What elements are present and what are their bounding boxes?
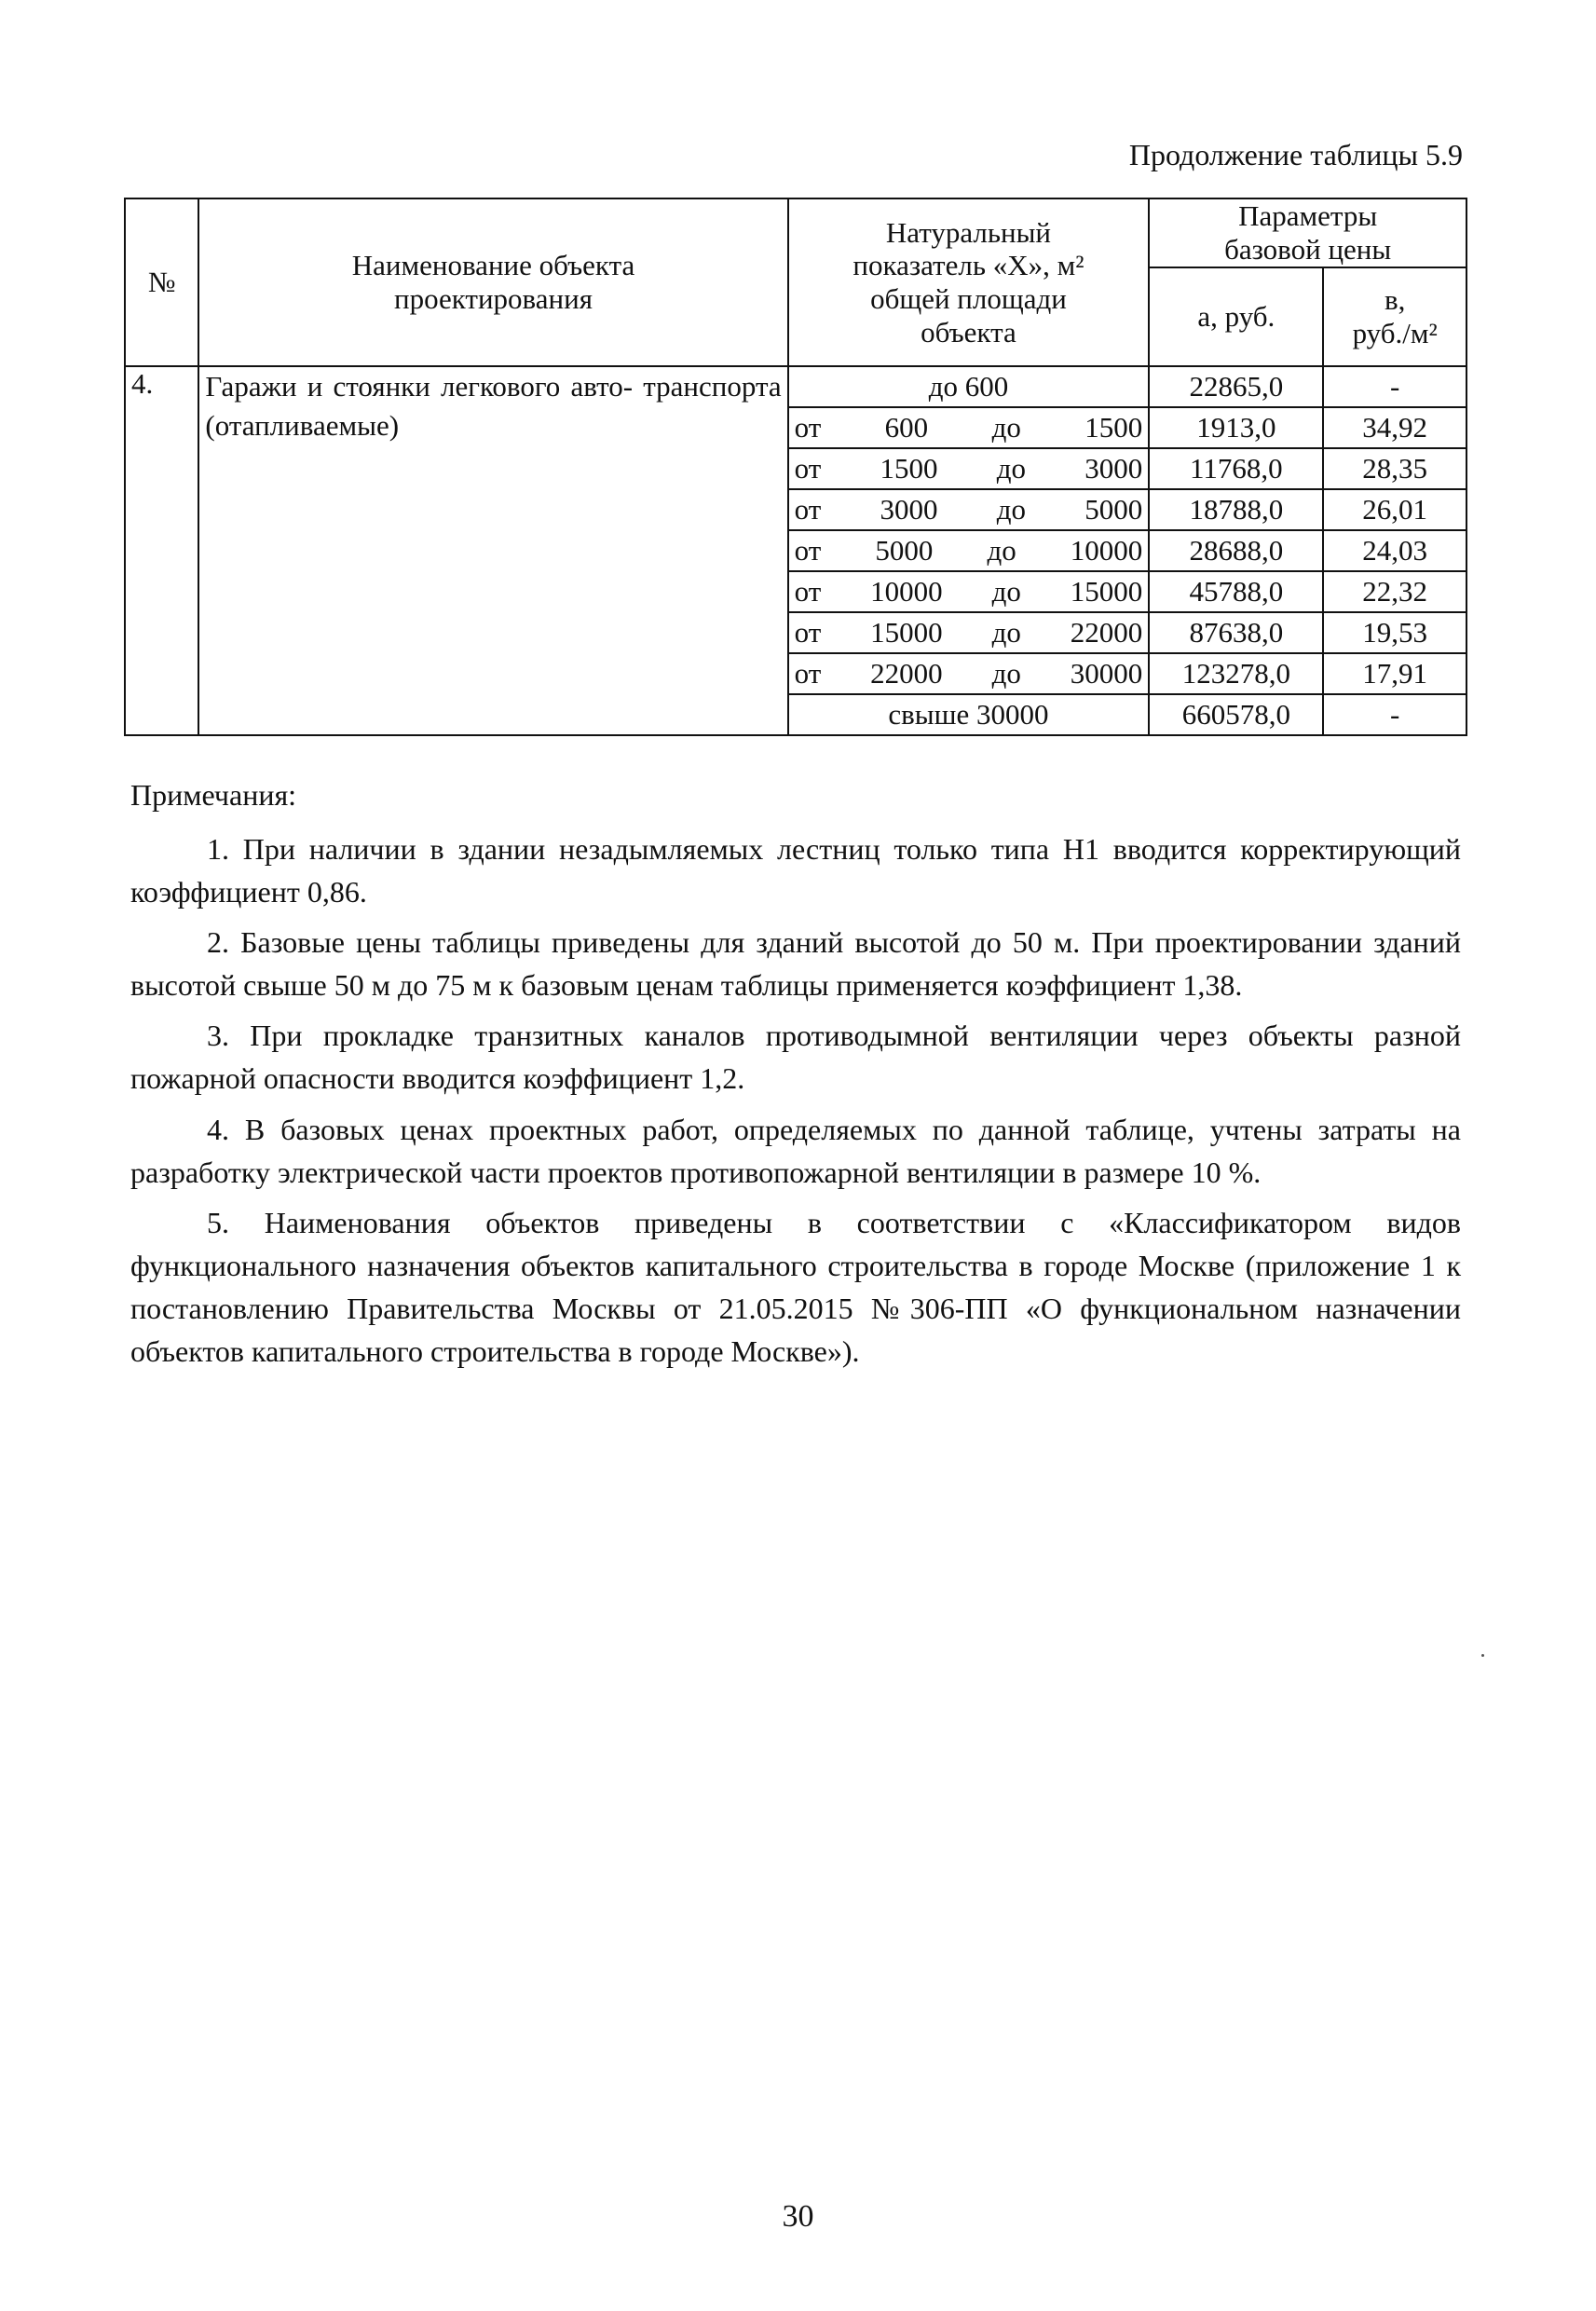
param-a-cell: 22865,0 (1149, 366, 1323, 407)
param-b-cell: 34,92 (1323, 407, 1466, 448)
notes-title: Примечания: (130, 778, 297, 812)
note-paragraph: 2. Базовые цены таблицы приведены для зданий высотой до 50 м. При проектировании зданий высотой свыше 50 м до 75 м к базовым ценам таблицы применяется коэффициент 1,38. (130, 925, 1461, 1003)
header-number: № (125, 198, 198, 366)
param-a-cell: 123278,0 (1149, 653, 1323, 694)
notes-section (130, 773, 1461, 1380)
note-paragraph: 4. В базовых ценах проектных работ, определяемых по данной таблице, учтены затраты на разработку электрической части проектов противопожарной вентиляции в размере 10 %. (130, 1112, 1461, 1189)
param-b-cell: 22,32 (1323, 571, 1466, 612)
param-b-cell: 19,53 (1323, 612, 1466, 653)
indicator-cell: от 22000 до 30000 (788, 653, 1150, 694)
header-param-b: в, руб./м² (1323, 267, 1466, 366)
param-a-cell: 18788,0 (1149, 489, 1323, 530)
param-a-cell: 45788,0 (1149, 571, 1323, 612)
param-b-cell: - (1323, 694, 1466, 735)
header-object-name: Наименование объекта проектирования (198, 198, 787, 366)
group-object-name: Гаражи и стоянки легкового авто- транспорта (отапливаемые) (198, 366, 787, 735)
indicator-cell: от 10000 до 15000 (788, 571, 1150, 612)
note-paragraph: 1. При наличии в здании незадымляемых лестниц только типа Н1 вводится корректирующий коэффициент 0,86. (130, 832, 1461, 909)
param-a-cell: 87638,0 (1149, 612, 1323, 653)
note-paragraph: 3. При прокладке транзитных каналов противодымной вентиляции через объекты разной пожарной опасности вводится коэффициент 1,2. (130, 1019, 1461, 1096)
param-a-cell: 660578,0 (1149, 694, 1323, 735)
header-base-price-params: Параметры базовой цены (1149, 198, 1466, 267)
indicator-cell: до 600 (788, 366, 1150, 407)
table-row (125, 366, 1466, 407)
group-number: 4. (125, 366, 198, 735)
param-a-cell: 1913,0 (1149, 407, 1323, 448)
header-natural-indicator: Натуральный показатель «Х», м² общей площади объекта (788, 198, 1150, 366)
indicator-cell: от 1500 до 3000 (788, 448, 1150, 489)
page-number: 30 (782, 2199, 814, 2234)
indicator-cell: от 600 до 1500 (788, 407, 1150, 448)
scan-speck (1481, 1654, 1484, 1657)
header-param-a: а, руб. (1149, 267, 1323, 366)
indicator-cell: от 3000 до 5000 (788, 489, 1150, 530)
price-table (124, 198, 1467, 736)
indicator-cell: от 5000 до 10000 (788, 530, 1150, 571)
param-a-cell: 28688,0 (1149, 530, 1323, 571)
param-b-cell: - (1323, 366, 1466, 407)
note-paragraph: 5. Наименования объектов приведены в соответствии с «Классификатором видов функционального назначения объектов капитального строительства в городе Москве (приложение 1 к постановлению Правительства Москвы от 21.05.2015 №306-ПП «О функциональном назначении объектов капитального строительства в городе Москве»). (130, 1205, 1461, 1368)
indicator-cell: от 15000 до 22000 (788, 612, 1150, 653)
param-b-cell: 17,91 (1323, 653, 1466, 694)
indicator-cell: свыше 30000 (788, 694, 1150, 735)
param-a-cell: 11768,0 (1149, 448, 1323, 489)
param-b-cell: 24,03 (1323, 530, 1466, 571)
param-b-cell: 28,35 (1323, 448, 1466, 489)
param-b-cell: 26,01 (1323, 489, 1466, 530)
table-continuation-label: Продолжение таблицы 5.9 (1128, 138, 1463, 171)
